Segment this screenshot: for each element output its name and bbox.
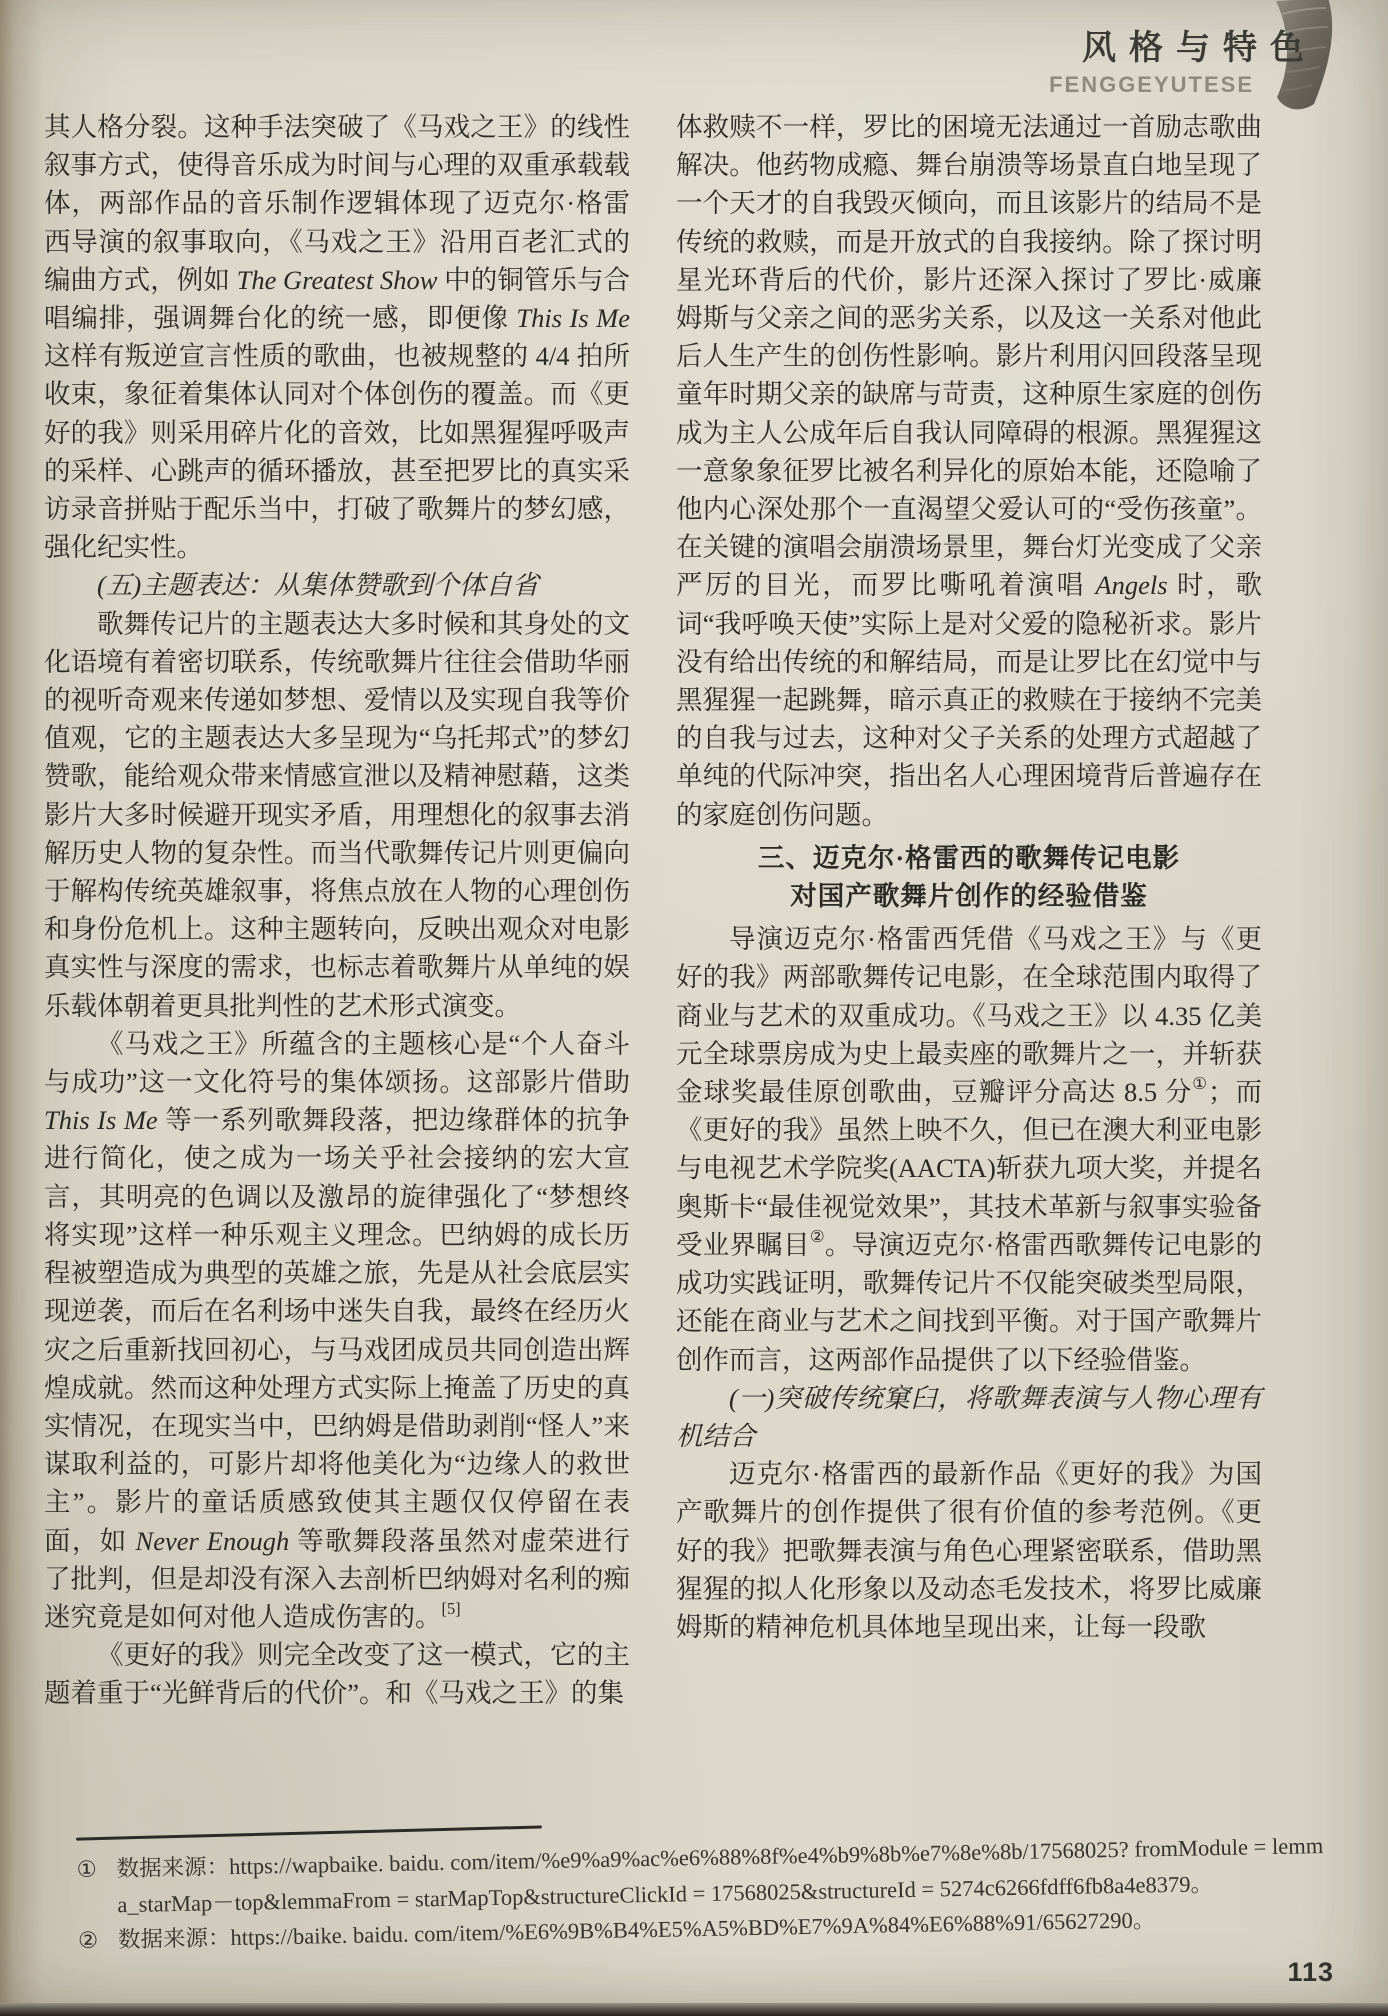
paragraph [676,108,1262,834]
article-body [44,108,1262,1713]
text-run: 这样有叛逆宣言性质的歌曲，也被规整的 4/4 拍所收束，象征着集体认同对个体创伤的覆盖。而《更好的我》则采用碎片化的音效，比如黑猩猩呼吸声的采样、心跳声的循环播放，甚至把罗比的真实采访录音拼贴于配乐当中，打破了歌舞片的梦幻感，强化纪实性。 [44,341,630,563]
text-run: 迈克尔·格雷西的最新作品《更好的我》为国产歌舞片的创作提供了很有价值的参考范例。《更好的我》把歌舞表演与角色心理紧密联系，借助黑猩猩的拟人化形象以及动态毛发技术，将罗比威廉姆斯的精神危机具体地呈现出来，让每一段歌 [676,1459,1262,1642]
page-number: 113 [1287,1957,1334,1987]
footnote-text: 数据来源：https://baike. baidu. com/item/%E6%9B%B4%E5%A5%BD%E7%9A%84%E6%88%91/65627290。 [117,1907,1156,1953]
paragraph [44,605,630,1025]
footnote-text: 数据来源：https://wapbaike. baidu. com/item/%e9%a9%ac%e6%88%8f%e4%b9%8b%e7%8e%8b/17568025? fromModule = lemma_starMap－top&lemmaFrom = starMapTop&structureClickId = 17568025&structureId = 5274c6266fdff6fb8a4e8379。 [116,1833,1324,1917]
section-title-pinyin: FENGGEYUTESE [1049,72,1254,97]
page-bottom-edge [0,2003,1388,2016]
section-heading [676,839,1262,915]
page-header [1049,20,1317,98]
text-run: 歌舞传记片的主题表达大多时候和其身处的文化语境有着密切联系，传统歌舞片往往会借助华丽的视听奇观来传递如梦想、爱情以及实现自我等价值观，它的主题表达大多呈现为“乌托邦式”的梦幻赞歌，能给观众带来情感宣泄以及精神慰藉，这类影片大多时候避开现实矛盾，用理想化的叙事去消解历史人物的复杂性。而当代歌舞传记片则更偏向于解构传统英雄叙事，将焦点放在人物的心理创伤和身份危机上。这种主题转向，反映出观众对电影真实性与深度的需求，也标志着歌舞片从单纯的娱乐载体朝着更具批判性的艺术形式演变。 [44,608,630,1021]
footnote-marker: ② [77,1927,99,1953]
heading-line: 三、迈克尔·格雷西的歌舞传记电影 [757,842,1181,873]
text-column-right [676,108,1262,1713]
text-run: 中的铜管乐与合唱编排，强调舞台化的统一感，即便像 [44,264,631,334]
superscript-ref: ② [809,1226,825,1246]
text-run: 等歌舞段落虽然对虚荣进行了批判，但是却没有深入去剖析巴纳姆对名利的痴迷究竟是如何对他人造成伤害的。 [44,1525,630,1632]
text-run: 时，歌词“我呼唤天使”实际上是对父爱的隐秘祈求。影片没有给出传统的和解结局，而是让罗比在幻觉中与黑猩猩一起跳舞，暗示真正的救赎在于接纳不完美的自我与过去，这种对父子关系的处理方式超越了单纯的代际冲突，指出名人心理困境背后普遍存在的家庭创伤问题。 [676,570,1263,830]
text-run: 《马戏之王》所蕴含的主题核心是“个人奋斗与成功”这一文化符号的集体颂扬。这部影片借助 [44,1028,630,1098]
text-run: The Greatest Show [236,264,438,295]
paragraph [676,1455,1262,1646]
subsection-heading [44,566,630,604]
text-run: ；而《更好的我》虽然上映不久，但已在澳大利亚电影与电视艺术学院奖(AACTA)斩获九项大奖，并提名奥斯卡“最佳视觉效果”，其技术革新与叙事实验备受业界瞩目 [676,1077,1263,1260]
footnotes [76,1828,1334,1959]
superscript-ref: [5] [441,1598,461,1618]
section-title: 风格与特色 [1082,29,1317,67]
paragraph [44,1025,630,1636]
paragraph [44,1636,630,1712]
text-run: 。导演迈克尔·格雷西歌舞传记电影的成功实践证明，歌舞传记片不仅能突破类型局限，还能在商业与艺术之间找到平衡。对于国产歌舞片创作而言，这两部作品提供了以下经验借鉴。 [676,1229,1263,1375]
footnote-marker: ① [76,1856,98,1882]
text-run: (一)突破传统窠臼，将歌舞表演与人物心理有机结合 [676,1382,1262,1451]
text-run: Angels [1095,570,1168,601]
text-run: Never Enough [135,1525,290,1556]
subsection-heading [676,1379,1262,1455]
footnote-area [76,1812,1334,1959]
text-run: 等一系列歌舞段落，把边缘群体的抗争进行简化，使之成为一场关乎社会接纳的宏大宣言，其明亮的色调以及激昂的旋律强化了“梦想终将实现”这样一种乐观主义理念。巴纳姆的成长历程被塑造成为典型的英雄之旅，先是从社会底层实现逆袭，而后在名利场中迷失自我，最终在经历火灾之后重新找回初心，与马戏团成员共同创造出辉煌成就。然而这种处理方式实际上掩盖了历史的真实情况，在现实当中，巴纳姆是借助剥削“怪人”来谋取利益的，可影片却将他美化为“边缘人的救世主”。影片的童话质感致使其主题仅仅停留在表面，如 [44,1105,631,1556]
heading-line: 对国产歌舞片创作的经验借鉴 [790,881,1148,912]
text-run: 《更好的我》则完全改变了这一模式，它的主题着重于“光鲜背后的代价”。和《马戏之王》的集 [44,1640,630,1709]
superscript-ref: ① [1192,1073,1208,1093]
text-run: 导演迈克尔·格雷西凭借《马戏之王》与《更好的我》两部歌舞传记电影，在全球范围内取得了商业与艺术的双重成功。《马戏之王》以 4.35 亿美元全球票房成为史上最卖座的歌舞片之一，并斩获金球奖最佳原创歌曲，豆瓣评分高达 8.5 分 [676,924,1262,1108]
text-run: 体救赎不一样，罗比的困境无法通过一首励志歌曲解决。他药物成瘾、舞台崩溃等场景直白地呈现了一个天才的自我毁灭倾向，而且该影片的结局不是传统的救赎，而是开放式的自我接纳。除了探讨明星光环背后的代价，影片还深入探讨了罗比·威廉姆斯与父亲之间的恶劣关系，以及这一关系对他此后人生产生的创伤性影响。影片利用闪回段落呈现童年时期父亲的缺席与苛责，这种原生家庭的创伤成为主人公成年后自我认同障碍的根源。黑猩猩这一意象象征罗比被名利异化的原始本能，还隐喻了他内心深处那个一直渴望父爱认可的“受伤孩童”。在关键的演唱会崩溃场景里，舞台灯光变成了父亲严厉的目光，而罗比嘶吼着演唱 [676,112,1262,601]
text-run: This Is Me [516,303,631,334]
text-column-left [44,108,630,1713]
paragraph [676,920,1262,1378]
paragraph [44,108,630,566]
footnote-divider [76,1825,542,1840]
text-run: 其人格分裂。这种手法突破了《马戏之王》的线性叙事方式，使得音乐成为时间与心理的双重承载载体，两部作品的音乐制作逻辑体现了迈克尔·格雷西导演的叙事取向，《马戏之王》沿用百老汇式的编曲方式，例如 [44,112,630,295]
text-run: (五)主题表达：从集体赞歌到个体自省 [97,570,539,601]
text-run: This Is Me [44,1105,158,1136]
